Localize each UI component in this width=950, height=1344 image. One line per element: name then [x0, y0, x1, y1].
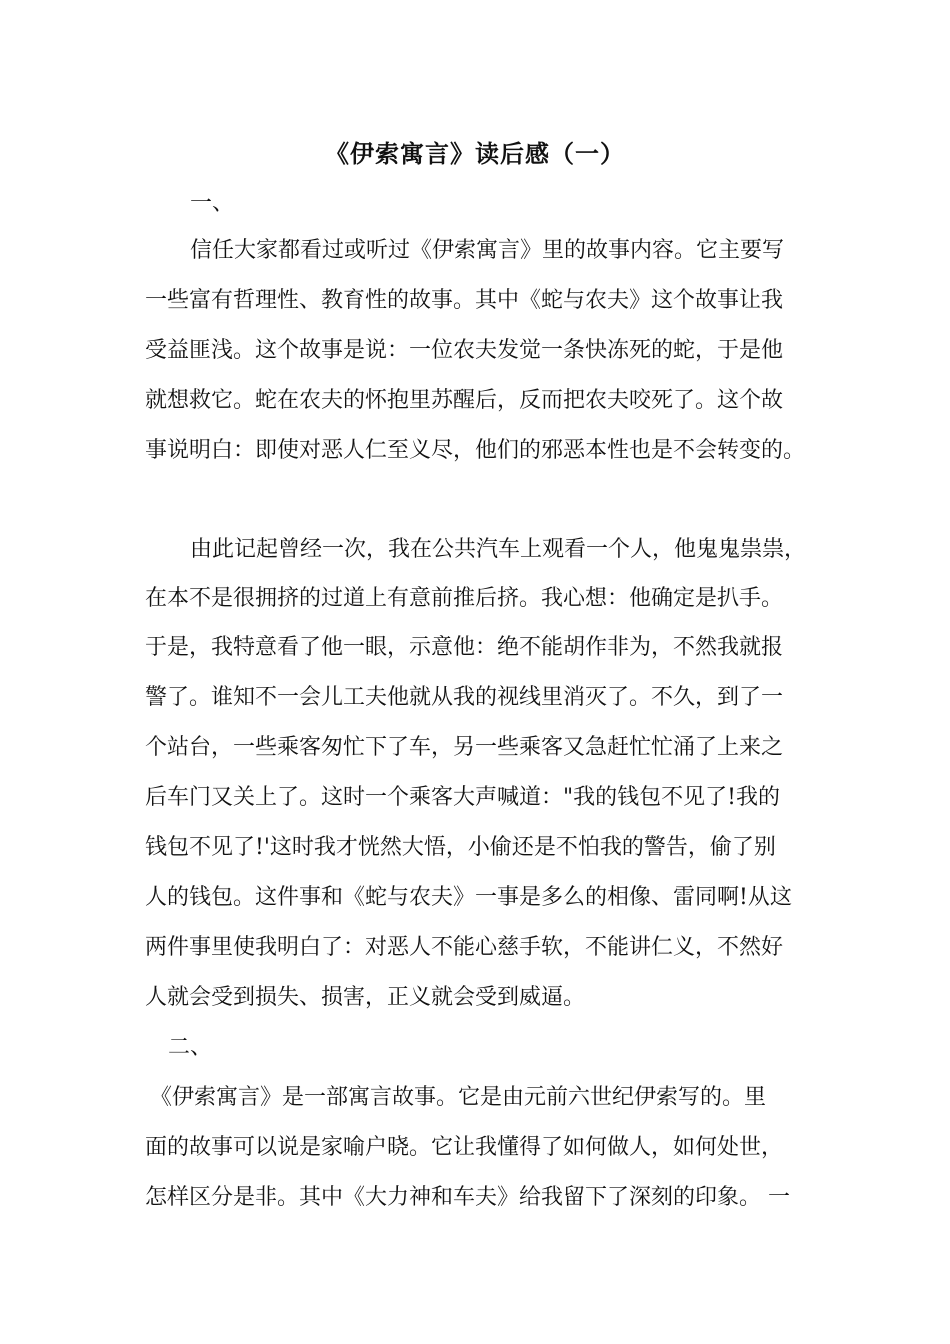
document-title: 《伊索寓言》读后感（一） — [325, 139, 625, 168]
paragraph-line: 受益匪浅。这个故事是说：一位农夫发觉一条快冻死的蛇，于是他 — [145, 338, 784, 363]
paragraph-line: 就想救它。蛇在农夫的怀抱里苏醒后，反而把农夫咬死了。这个故 — [145, 388, 784, 413]
paragraph-line: 后车门又关上了。这时一个乘客大声喊道："我的钱包不见了!我的 — [145, 785, 780, 810]
paragraph-line: 在本不是很拥挤的过道上有意前推后挤。我心想：他确定是扒手。 — [145, 586, 784, 611]
paragraph-line: 面的故事可以说是家喻户晓。它让我懂得了如何做人，如何处世， — [145, 1135, 784, 1160]
paragraph-line: 个站台，一些乘客匆忙下了车，另一些乘客又急赶忙忙涌了上来之 — [145, 735, 784, 760]
paragraph-line: 一些富有哲理性、教育性的故事。其中《蛇与农夫》这个故事让我 — [145, 288, 784, 313]
paragraph-line: 于是，我特意看了他一眼，示意他：绝不能胡作非为，不然我就报 — [145, 635, 784, 660]
paragraph-line: 人的钱包。这件事和《蛇与农夫》一事是多么的相像、雷同啊!从这 — [145, 885, 792, 910]
paragraph-line: 两件事里使我明白了：对恶人不能心慈手软，不能讲仁义，不然好 — [145, 935, 784, 960]
paragraph-line: 怎样区分是非。其中《大力神和车夫》给我留下了深刻的印象。 一 — [145, 1185, 790, 1210]
paragraph-line: 钱包不见了!'这时我才恍然大悟，小偷还是不怕我的警告，偷了别 — [145, 835, 776, 860]
paragraph-line: 事说明白：即使对恶人仁至义尽，他们的邪恶本性也是不会转变的。 — [145, 438, 806, 463]
paragraph-line: 人就会受到损失、损害，正义就会受到威逼。 — [145, 985, 586, 1010]
paragraph-line: 由此记起曾经一次，我在公共汽车上观看一个人，他鬼鬼祟祟， — [190, 537, 807, 562]
paragraph-line: 《伊索寓言》是一部寓言故事。它是由元前六世纪伊索写的。里 — [150, 1085, 767, 1110]
section-heading-1: 一、 — [190, 191, 235, 216]
paragraph-line: 警了。谁知不一会儿工夫他就从我的视线里消灭了。不久，到了一 — [145, 685, 784, 710]
section-heading-2: 二、 — [168, 1035, 213, 1060]
paragraph-line: 信任大家都看过或听过《伊索寓言》里的故事内容。它主要写 — [190, 238, 785, 263]
